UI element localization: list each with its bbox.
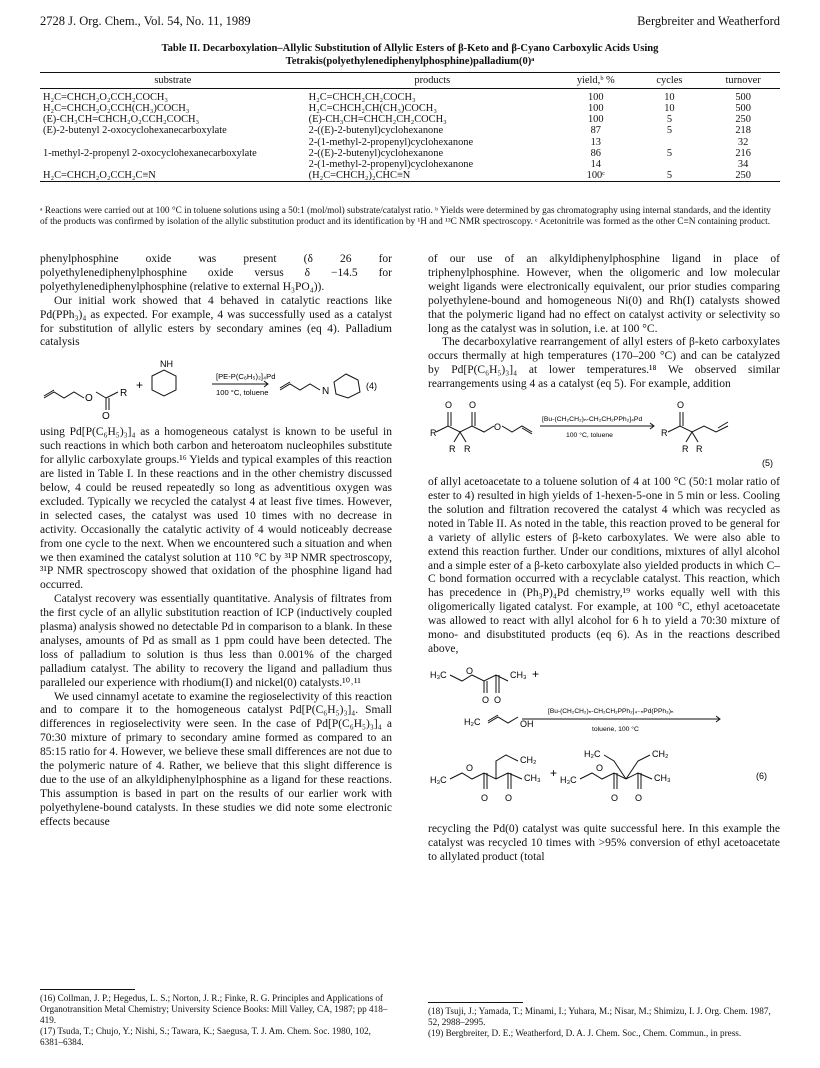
table-caption-line1: Table II. Decarboxylation–Allylic Substitution of Allylic Esters of β-Keto and β-Cyano Carboxylic Acids Using [161,43,659,54]
eq6-reagent: [Bu-(CH₂CH₂)ₙ-CH₂CH₂PPh₂]₄₋ₙPd(PPh₃)ₙ [548,707,674,715]
left-footnotes [40,993,392,1048]
svg-text:N: N [322,386,330,398]
svg-text:O: O [494,694,502,705]
table-ii [40,72,780,182]
table-row: H₂C=CHCH₂O₂CCH(CH₃)COCH₃ H₂C=CHCH₂CH(CH₃)COCH₃ 100 10 500 [43,102,751,114]
svg-text:R: R [120,388,128,400]
table-row: H₂C=CHCH₂O₂CCH₂C≡N (H₂C=CHCH₂)₂CHC≡N 100ᶜ 5 250 [40,170,780,182]
col-yield: yield,ᵇ % [559,73,633,89]
eq4-conditions: 100 °C, toluene [216,388,269,398]
paragraph: recycling the Pd(0) catalyst was quite successful here. In this example the catalyst was recycled 10 times with >95% conversion of ethyl acetoacetate to allylated product (total [428,822,780,863]
equation-5 [428,396,780,470]
table-caption [40,42,780,68]
right-column [428,253,780,865]
equation-4 [40,354,392,420]
paragraph: Catalyst recovery was essentially quantitative. Analysis of filtrates from the first cycle of an allylic substitution reaction of ICP (inductively coupled plasma) analysis showed no detectable Pd in comparison to a blank. In these analyses, amounts of Pd as small as 1 ppm could have been detected. The loss of palladium to solution is thus less than 0.001% of the charged palladium catalyst. The ability to recovery the ligand and palladium thus paralleled our experience with rhodium(I) and nickel(0) catalysts.¹⁰˒¹¹ [40,593,392,689]
svg-text:NH: NH [160,359,173,370]
author-names: Bergbreiter and Weatherford [637,14,780,28]
svg-text:O: O [466,665,474,676]
svg-text:O: O [482,694,490,705]
svg-text:O: O [469,400,477,411]
col-turnover: turnover [706,73,780,89]
footnote-rule [40,989,135,990]
table-row: (E)-CH₃CH=CHCH₂O₂CCH₂COCH₃ (E)-CH₃CH=CHCH₂CH₂COCH₃ 100 5 250 [43,114,751,126]
svg-text:O: O [102,411,110,421]
footnote-rule [428,1002,523,1003]
equation-6-structures [428,661,780,817]
equation-6 [428,661,780,817]
svg-text:OH: OH [520,718,534,729]
svg-text:O: O [677,400,685,411]
svg-text:R: R [661,428,668,439]
svg-text:H₃C: H₃C [560,774,577,785]
svg-text:CH₂: CH₂ [520,754,537,765]
eq4-number: (4) [366,381,377,392]
svg-text:CH₃: CH₃ [654,772,671,783]
right-footnotes [428,1006,780,1039]
journal-citation: 2728 J. Org. Chem., Vol. 54, No. 11, 1989 [40,14,251,28]
eq5-conditions: 100 °C, toluene [566,432,613,440]
svg-text:CH₃: CH₃ [510,669,527,680]
eq5-reagent: [Bu-(CH₂CH₂)ₙ-CH₂CH₂PPh₂]₄Pd [542,416,643,424]
svg-text:+: + [550,765,558,780]
footnote-17: (17) Tsuda, T.; Chujo, Y.; Nishi, S.; Tawara, K.; Saegusa, T. J. Am. Chem. Soc. 1980, 102, 6381–6384. [40,1026,371,1047]
svg-text:O: O [445,400,453,411]
footnote-18: (18) Tsuji, J.; Yamada, T.; Minami, I.; Yuhara, M.; Nisar, M.; Shimizu, I. J. Org. Chem. 1987, 52, 2988–2995. [428,1006,771,1027]
svg-text:H₃C: H₃C [430,774,447,785]
equation-4-structures [40,354,392,420]
paragraph: We used cinnamyl acetate to examine the regioselectivity of this reaction and to compare it to the homogeneous catalyst Pd[P(C₆H₅)₃]₄. Small differences in regioselectivity were seen. In the case of Pd[P(C₆H₅)₃]₄ a 70:30 mixture of primary to secondary amine formed as compared to an 85:15 ratio for 4. However, we believe these small differences are not due to the polymeric nature of 4. Rather, we believe that this slight difference is due to the use of an alkyldiphenylphosphine as a ligand for these reactions. This assumption is based in part on the results of our earlier work with polyethylene-bound catalysts. In these studies we did note some electronic effects because [40,690,392,828]
svg-text:H₃C: H₃C [430,669,447,680]
svg-text:R: R [696,444,703,455]
svg-text:O: O [481,792,489,803]
paragraph: using Pd[P(C₆H₅)₃]₄ as a homogeneous catalyst is known to be useful in such reactions in which both carbon and heteroatom nucleophiles substitute for allylic carboxylate groups.¹⁶ Yields and typical examples of this reaction are listed in Table I. In these reactions and in the other chemistry discussed below, 4 could be reused repeatedly so long as adventitious oxygen was excluded. Typically we recycled the catalyst 4 at least five times. However, in selected cases, the catalyst was used 10 times with no decrease in activity. Occasionally the catalytic activity of 4 would noticeably decrease from one cycle to the next. When we encountered such a situation and when we then examined the catalyst solution at 110 °C by ³¹P NMR spectroscopy, ³¹P NMR spectroscopy showed that oxidation of the phosphine ligand had occurred. [40,426,392,592]
eq6-number: (6) [756,770,767,781]
paragraph: The decarboxylative rearrangement of allyl esters of β-keto carboxylates occurs thermally at high temperatures (170–200 °C) and can be catalyzed by Pd[P(C₆H₅)₃]₄ at lower temperatures.¹⁸ We observed similar rearrangements using 4 as a catalyst (eq 5). For example, addition [428,336,780,391]
svg-text:CH₂: CH₂ [652,748,669,759]
table-row: 1-methyl-2-propenyl 2-oxocyclohexanecarboxylate 2-((E)-2-butenyl)cyclohexanone 86 5 216 [43,147,751,159]
svg-text:O: O [466,762,474,773]
svg-text:CH₃: CH₃ [524,772,541,783]
table-footnote: ᵃ Reactions were carried out at 100 °C in toluene solutions using a 50:1 (mol/mol) substrate/catalyst ratio. ᵇ Yields were determined by gas chromatography using internal standards, and the identity of the products was confirmed by isolation of the allylic substitution product and its identification by ¹H and ¹³C NMR spectroscopy. ᶜ Acetonitrile was formed as the other C≡N containing product. [40,206,771,228]
col-products: products [306,73,559,89]
col-substrate: substrate [40,73,306,89]
eq5-number: (5) [762,458,773,469]
left-column [40,253,392,830]
table-row: (E)-2-butenyl 2-oxocyclohexanecarboxylate 2-((E)-2-butenyl)cyclohexanone 87 5 218 [43,125,751,137]
svg-text:H₂C: H₂C [584,748,601,759]
svg-text:O: O [635,792,643,803]
paragraph: Our initial work showed that 4 behaved in catalytic reactions like Pd(PPh₃)₄ as expected. For example, 4 was successfully used as a catalyst for substitution of allylic esters by secondary amines (eq 4). Palladium catalysis [40,294,392,349]
running-header [40,14,780,32]
footnote-19: (19) Bergbreiter, D. E.; Weatherford, D. A. J. Chem. Soc., Chem. Commun., in press. [428,1028,742,1038]
table-header-row [40,73,780,89]
svg-text:O: O [505,792,513,803]
svg-text:+: + [532,666,540,681]
svg-text:O: O [85,393,93,405]
footnote-16: (16) Collman, J. P.; Hegedus, L. S.; Norton, J. R.; Finke, R. G. Principles and Applications of Organotransition Metal Chemistry; University Science Books: Mill Valley, CA, 1987; pp 418–419. [40,993,388,1025]
svg-text:R: R [430,428,437,439]
svg-text:H₂C: H₂C [464,716,481,727]
eq6-conditions: toluene, 100 °C [592,725,639,733]
svg-text:+: + [136,378,144,393]
table-row: H₂C=CHCH₂O₂CCH₂COCH₃ H₂C=CHCH₂CH₂COCH₃ 100 10 500 [43,91,751,103]
svg-text:R: R [682,444,689,455]
svg-text:O: O [611,792,619,803]
table-caption-line2: Tetrakis(polyethylenediphenylphosphine)palladium(0)ᵃ [285,56,535,67]
table-row: 2-(1-methyl-2-propenyl)cyclohexanone 13 32 [308,136,749,148]
svg-text:R: R [449,444,456,455]
col-cycles: cycles [633,73,707,89]
eq4-reagent: [PE-P(C₆H₅)₂]₄Pd [216,372,276,382]
svg-text:O: O [494,422,502,433]
paragraph: of our use of an alkyldiphenylphosphine ligand in place of triphenylphosphine. However, when the oligomeric and low molecular weight ligands were electronically equivalent, our prior studies comparing polyethylene-bound and homogeneous Ni(0) and Rh(I) catalysts showed that the polymeric ligand had no effect on catalyst activity or selectivity so long as the catalyst was in solution, i.e. at 100 °C. [428,253,780,335]
svg-text:R: R [464,444,471,455]
svg-text:O: O [596,762,604,773]
paragraph: phenylphosphine oxide was present (δ 26 for polyethylenediphenylphosphine oxide versus δ −14.5 for polyethylenediphenylphosphine (relative to external H₃PO₄)). [40,253,392,293]
equation-5-structures [428,396,780,470]
table-row: 2-(1-methyl-2-propenyl)cyclohexanone 14 34 [308,158,749,170]
paragraph: of allyl acetoacetate to a toluene solution of 4 at 100 °C (50:1 molar ratio of ester to 4) resulted in high yields of 1-hexen-5-one in 5 min or less. Cooling the solution and filtration recovered the catalyst 4 which was recycled as noted in Table II. As noted in the table, this reaction proved to be general for a variety of allylic esters of β-keto carboxylates. We were also able to extend this reaction further. Under our conditions, mixtures of allyl alcohol and a simple ester of a β-keto carboxylate also yielded products in which C–C bond formation occurred with a recyclable catalyst. This reaction, which has precedence in (Ph₃P)₄Pd chemistry,¹⁹ works equally well with this oligomerically ligated catalyst. For example, at 100 °C, ethyl acetoacetate was allowed to react with allyl alcohol for 6 h to yield a 70:30 mixture of mono- and disubstituted products (eq 6). As in the reactions described above, [428,476,780,655]
